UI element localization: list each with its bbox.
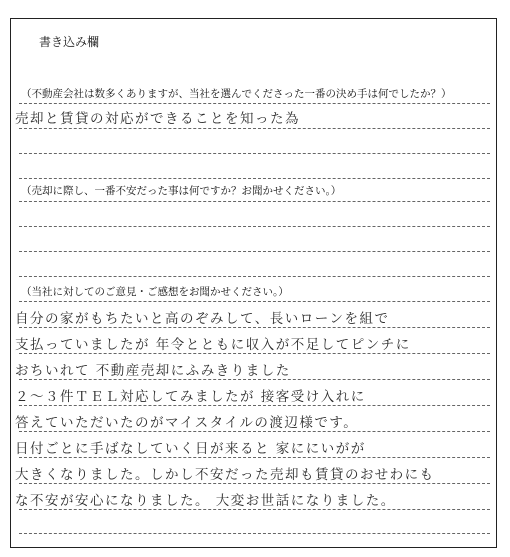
answer-rule: [19, 483, 490, 484]
answer-rule: [19, 201, 490, 202]
answer-rule: [19, 509, 490, 510]
question-reason: （不動産会社は数多くありますが、当社を選んでくださった一番の決め手は何でしたか？）: [21, 88, 452, 100]
answer-reason: 売却と賃貸の対応ができることを知った為: [15, 111, 300, 127]
answer-rule: [19, 128, 490, 129]
answer-feedback-line-1: 自分の家がもちたいと高のぞみして、長いローンを組で: [15, 311, 390, 327]
answer-feedback-line-5: 答えていただいたのがマイスタイルの渡辺様です。: [15, 415, 359, 431]
answer-rule: [19, 153, 490, 154]
answer-feedback-line-8: な不安が安心になりました。 大変お世話になりました。: [15, 493, 396, 509]
answer-feedback-line-7: 大きくなりました。しかし不安だった売却も賃貸のおせわにも: [15, 467, 435, 483]
form-heading: 書き込み欄: [39, 35, 100, 49]
answer-rule: [19, 379, 490, 380]
answer-feedback-line-2: 支払っていましたが 年令とともに収入が不足してピンチに: [15, 337, 411, 353]
answer-feedback-line-4: ２～３件ＴＥＬ対応してみましたが 接客受け入れに: [15, 389, 366, 405]
question-feedback: （当社に対してのご意見・ご感想をお聞かせください。）: [21, 286, 289, 298]
answer-rule: [19, 276, 490, 277]
answer-rule: [19, 226, 490, 227]
answer-feedback-line-6: 日付ごとに手ばなしていく日が来ると 家ににいがが: [15, 441, 366, 457]
answer-rule: [19, 431, 490, 432]
answer-rule: [19, 301, 490, 302]
answer-rule: [19, 103, 490, 104]
answer-rule: [19, 251, 490, 252]
answer-rule: [19, 405, 490, 406]
answer-rule: [19, 178, 490, 179]
answer-rule: [19, 353, 490, 354]
comment-form: [10, 18, 497, 548]
answer-feedback-line-3: おちいれて 不動産売却にふみきりました: [15, 363, 291, 379]
answer-rule: [19, 327, 490, 328]
answer-rule: [19, 533, 490, 534]
answer-rule: [19, 457, 490, 458]
question-worry: （売却に際し、一番不安だった事は何ですか？お聞かせください。）: [21, 185, 342, 197]
